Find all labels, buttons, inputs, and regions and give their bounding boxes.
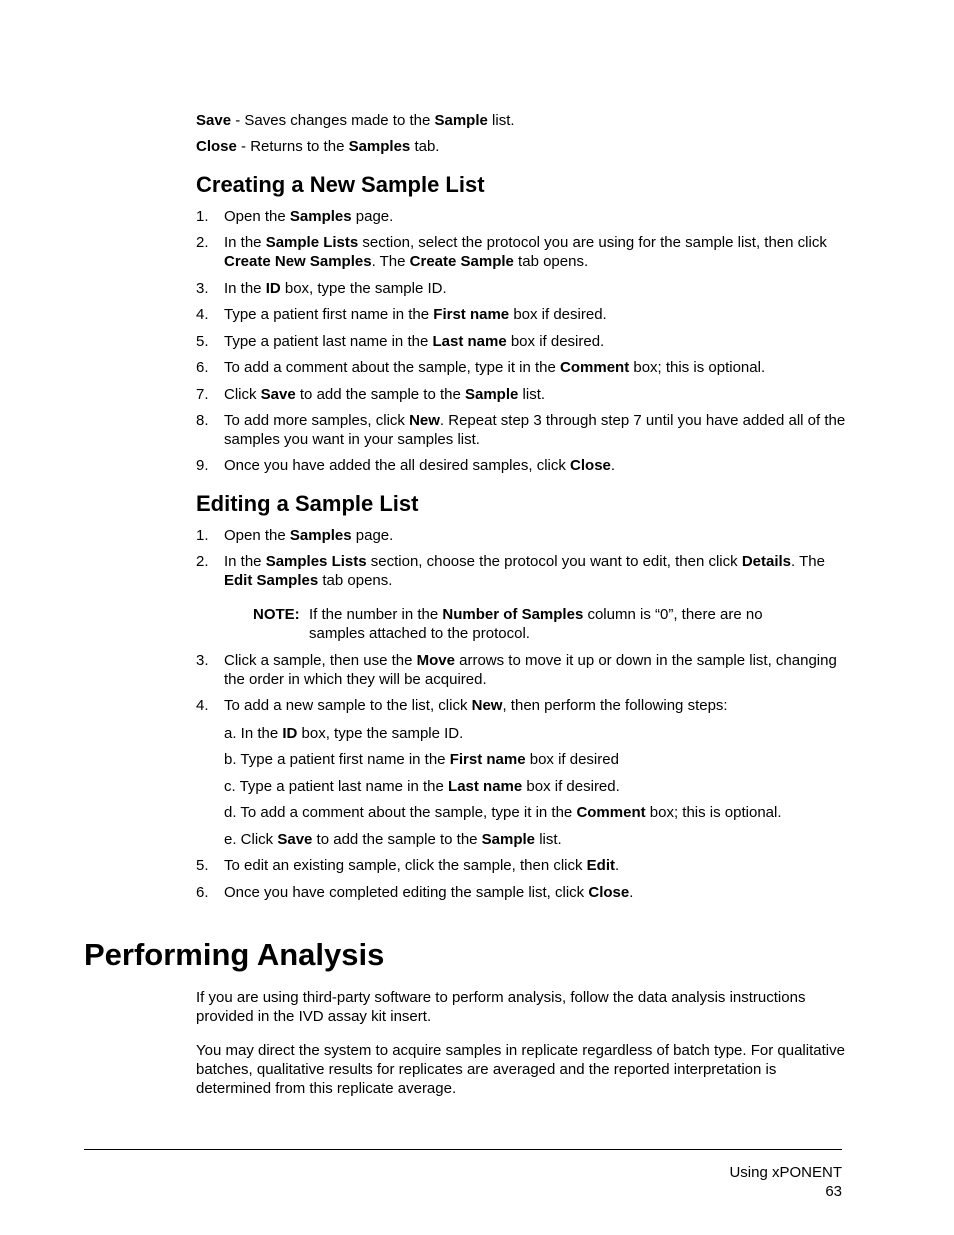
creating-step: 8. To add more samples, click New. Repeat step 3 through step 7 until you have added all of the samples you want in your samples list.: [196, 412, 846, 448]
editing-step: 3. Click a sample, then use the Move arrows to move it up or down in the sample list, changing the order in which they will be acquired.: [196, 652, 837, 688]
creating-step: 2. In the Sample Lists section, select the protocol you are using for the sample list, then click Create New Samples. The Create Sample tab opens.: [196, 234, 827, 270]
creating-step: 1. Open the Samples page.: [196, 208, 394, 225]
creating-heading: Creating a New Sample List: [196, 172, 485, 197]
footer-rule: [84, 1149, 842, 1150]
creating-step: 6. To add a comment about the sample, type it in the Comment box; this is optional.: [196, 359, 766, 376]
analysis-heading: Performing Analysis: [84, 937, 385, 972]
editing-step: 5. To edit an existing sample, click the sample, then click Edit.: [196, 857, 620, 874]
page-footer: [729, 1163, 842, 1201]
analysis-paragraph: You may direct the system to acquire samples in replicate regardless of batch type. For qualitative batches, qualitative results for replicates are averaged and the reported interpretation is determined from this replicate average.: [196, 1042, 845, 1097]
sub-step: c. Type a patient last name in the Last name box if desired.: [224, 778, 620, 795]
editing-step: 4. To add a new sample to the list, click New, then perform the following steps:: [196, 697, 728, 714]
close-description: Close - Returns to the Samples tab.: [196, 138, 440, 155]
sub-step: e. Click Save to add the sample to the Sample list.: [224, 831, 562, 848]
sub-step: a. In the ID box, type the sample ID.: [224, 725, 464, 742]
page-number: 63: [825, 1183, 842, 1200]
creating-step: 4. Type a patient first name in the First name box if desired.: [196, 306, 607, 323]
editing-heading: Editing a Sample List: [196, 491, 419, 516]
editing-step: 2. In the Samples Lists section, choose the protocol you want to edit, then click Details. The Edit Samples tab opens.: [196, 553, 825, 589]
creating-step: 7. Click Save to add the sample to the Sample list.: [196, 386, 546, 403]
editing-step: 1. Open the Samples page.: [196, 527, 394, 544]
footer-title: Using xPONENT: [729, 1164, 842, 1181]
sub-step: b. Type a patient first name in the First name box if desired: [224, 751, 619, 768]
creating-step: 5. Type a patient last name in the Last name box if desired.: [196, 333, 605, 350]
creating-step: 9. Once you have added the all desired samples, click Close.: [196, 457, 616, 474]
note: NOTE: If the number in the Number of Samples column is “0”, there are no samples attached to the protocol.: [253, 606, 763, 642]
creating-step: 3. In the ID box, type the sample ID.: [196, 280, 447, 297]
editing-step: 6. Once you have completed editing the sample list, click Close.: [196, 884, 634, 901]
save-description: Save - Saves changes made to the Sample list.: [196, 112, 515, 129]
sub-step: d. To add a comment about the sample, type it in the Comment box; this is optional.: [224, 804, 782, 821]
analysis-paragraph: If you are using third-party software to perform analysis, follow the data analysis instructions provided in the IVD assay kit insert.: [196, 989, 806, 1025]
